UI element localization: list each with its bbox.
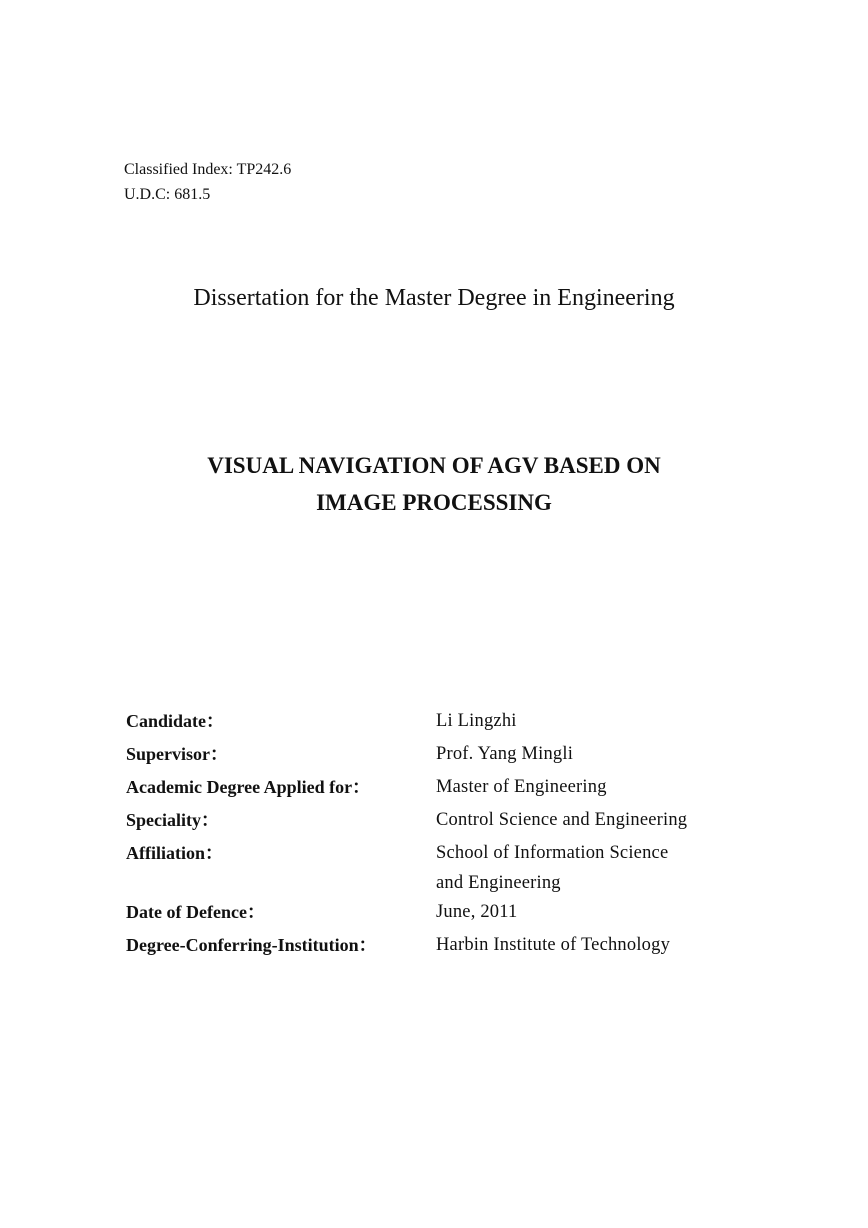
affiliation-value-line-1: School of Information Science [436,843,669,863]
thesis-title-line-1: VISUAL NAVIGATION OF AGV BASED ON [207,453,661,478]
institution-label: Degree-Conferring-Institution： [126,935,377,955]
info-row-institution [126,930,746,963]
speciality-value: Control Science and Engineering [436,810,688,830]
date-label: Date of Defence： [126,902,265,922]
thesis-title [140,447,728,521]
classification-block [124,157,291,207]
info-row-date [126,897,746,930]
info-row-degree [126,772,746,805]
candidate-label: Candidate： [126,711,225,731]
degree-label: Academic Degree Applied for： [126,777,371,797]
info-row-candidate [126,706,746,739]
classified-index: Classified Index: TP242.6 [124,161,292,178]
degree-title: Dissertation for the Master Degree in Engineering [193,285,675,311]
supervisor-label: Supervisor： [126,744,229,764]
affiliation-value-line-2: and Engineering [436,873,561,893]
degree-value: Master of Engineering [436,777,607,797]
udc-code: U.D.C: 681.5 [124,186,211,203]
affiliation-value [436,838,746,898]
candidate-value: Li Lingzhi [436,711,517,731]
info-row-affiliation [126,838,746,897]
info-row-supervisor [126,739,746,772]
date-value: June, 2011 [436,902,518,922]
info-row-speciality [126,805,746,838]
institution-value: Harbin Institute of Technology [436,935,671,955]
thesis-info-table [126,706,746,963]
affiliation-label: Affiliation： [126,843,223,863]
supervisor-value: Prof. Yang Mingli [436,744,574,764]
thesis-title-line-2: IMAGE PROCESSING [316,490,552,515]
speciality-label: Speciality： [126,810,219,830]
